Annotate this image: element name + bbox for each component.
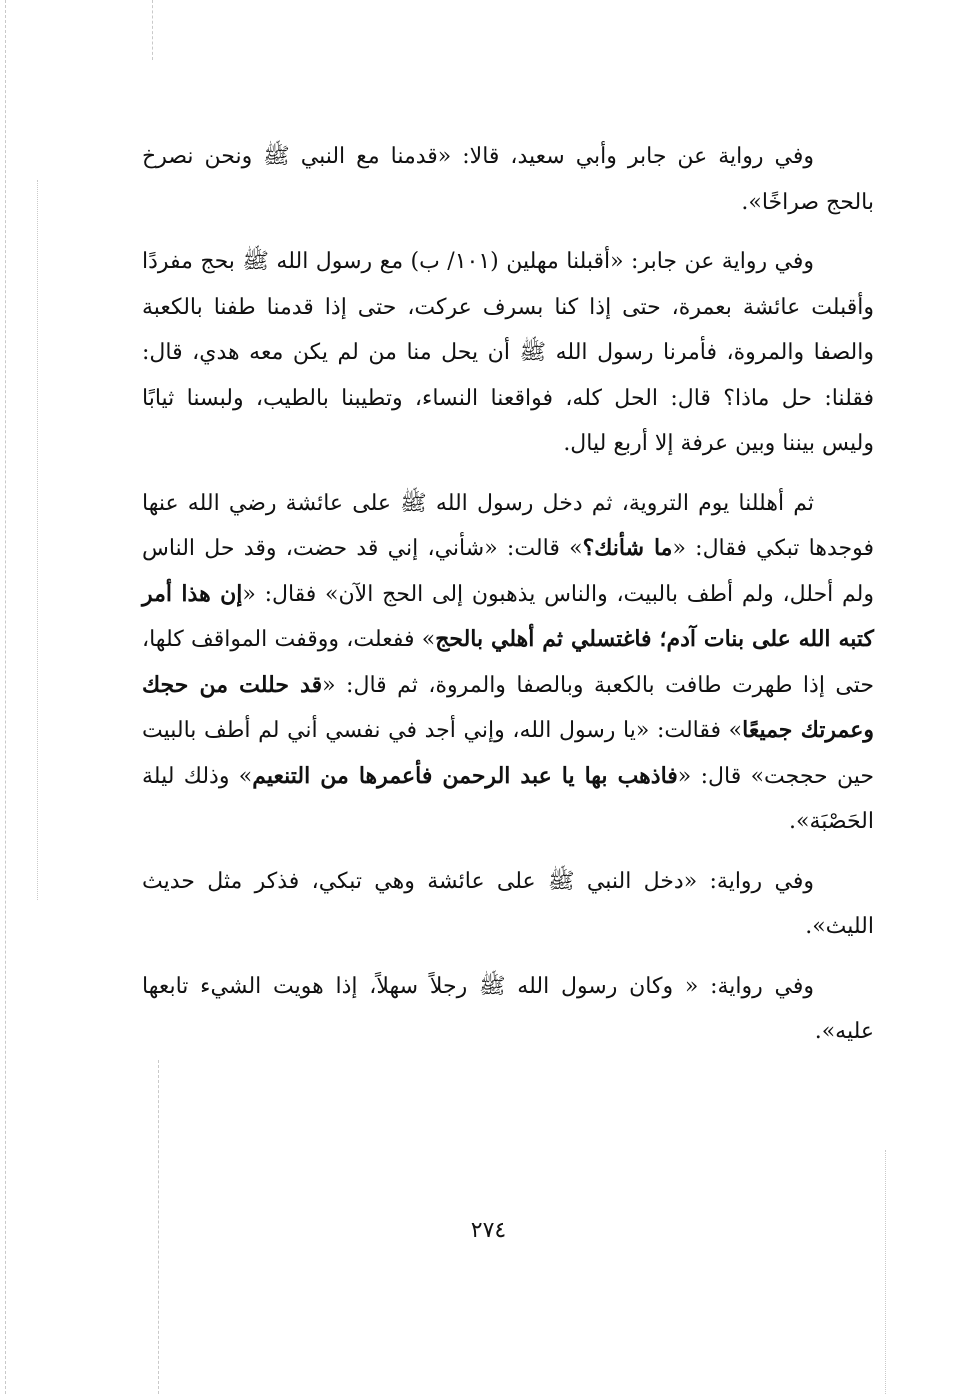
paragraph bbox=[142, 134, 874, 225]
paragraph bbox=[142, 964, 874, 1055]
paragraph bbox=[142, 239, 874, 467]
paragraph bbox=[142, 481, 874, 845]
text-segment: » فقالت: «يا رسول الله، وإني أجد في نفسي أني لم أطف بالبيت حين حججت» قال: « bbox=[142, 718, 874, 789]
text-segment: » ففعلت، ووقفت المواقف كلها، حتى إذا طهرت طافت بالكعبة وبالصفا والمروة، ثم قال: « bbox=[142, 627, 874, 698]
scan-margin-line bbox=[5, 0, 6, 1394]
text-segment: وفي رواية عن جابر وأبي سعيد، قالا: «قدمنا مع النبي ﷺ ونحن نصرخ بالحج صراخًا». bbox=[142, 144, 874, 215]
bold-quote-segment: قد حللت من حجك وعمرتك جميعًا bbox=[142, 671, 874, 743]
scan-margin-line bbox=[885, 1150, 886, 1394]
paragraph bbox=[142, 859, 874, 950]
bold-quote-segment: ما شأنك؟ bbox=[582, 535, 673, 561]
text-segment: ثم أهللنا يوم التروية، ثم دخل رسول الله ﷺ على عائشة رضي الله عنها فوجدها تبكي فقال: « bbox=[142, 490, 874, 561]
text-segment: » وذلك ليلة الحَصْبَة». bbox=[142, 763, 874, 834]
text-segment: وفي رواية: « وكان رسول الله ﷺ رجلاً سهلاً، إذا هويت الشيء تابعها عليه». bbox=[142, 973, 874, 1044]
scan-margin-line bbox=[37, 180, 38, 900]
text-segment: وفي رواية: «دخل النبي ﷺ على عائشة وهي تبكي، فذكر مثل حديث الليث». bbox=[142, 868, 874, 939]
text-segment: » قالت: «شأني، إني قد حضت، وقد حل الناس ولم أحلل، ولم أطف بالبيت، والناس يذهبون إلى الحج الآن» فقال: « bbox=[142, 536, 874, 607]
scan-margin-line bbox=[152, 0, 153, 60]
page-number: ٢٧٤ bbox=[470, 1218, 507, 1243]
text-segment: وفي رواية عن جابر: «أقبلنا مهلين (١٠١/ ب) مع رسول الله ﷺ بحج مفردًا وأقبلت عائشة بعمرة، حتى إذا كنا بسرف عركت، حتى إذا قدمنا طفنا بالكعبة والصفا والمروة، فأمرنا رسول الله ﷺ أن يحل منا من لم يكن معه هدي، قال: فقلنا: حل ماذا؟ قال: الحل كله، فواقعنا النساء، وتطيبنا بالطيب، ولبسنا ثيابًا وليس بيننا وبين عرفة إلا أربع ليال. bbox=[142, 249, 874, 456]
bold-quote-segment: فاذهب بها يا عبد الرحمن فأعمرها من التنعيم bbox=[252, 762, 678, 789]
bold-quote-segment: إن هذا أمر كتبه الله على بنات آدم؛ فاغتسلي ثم أهلي بالحج bbox=[142, 580, 874, 652]
body-text bbox=[142, 134, 874, 1069]
